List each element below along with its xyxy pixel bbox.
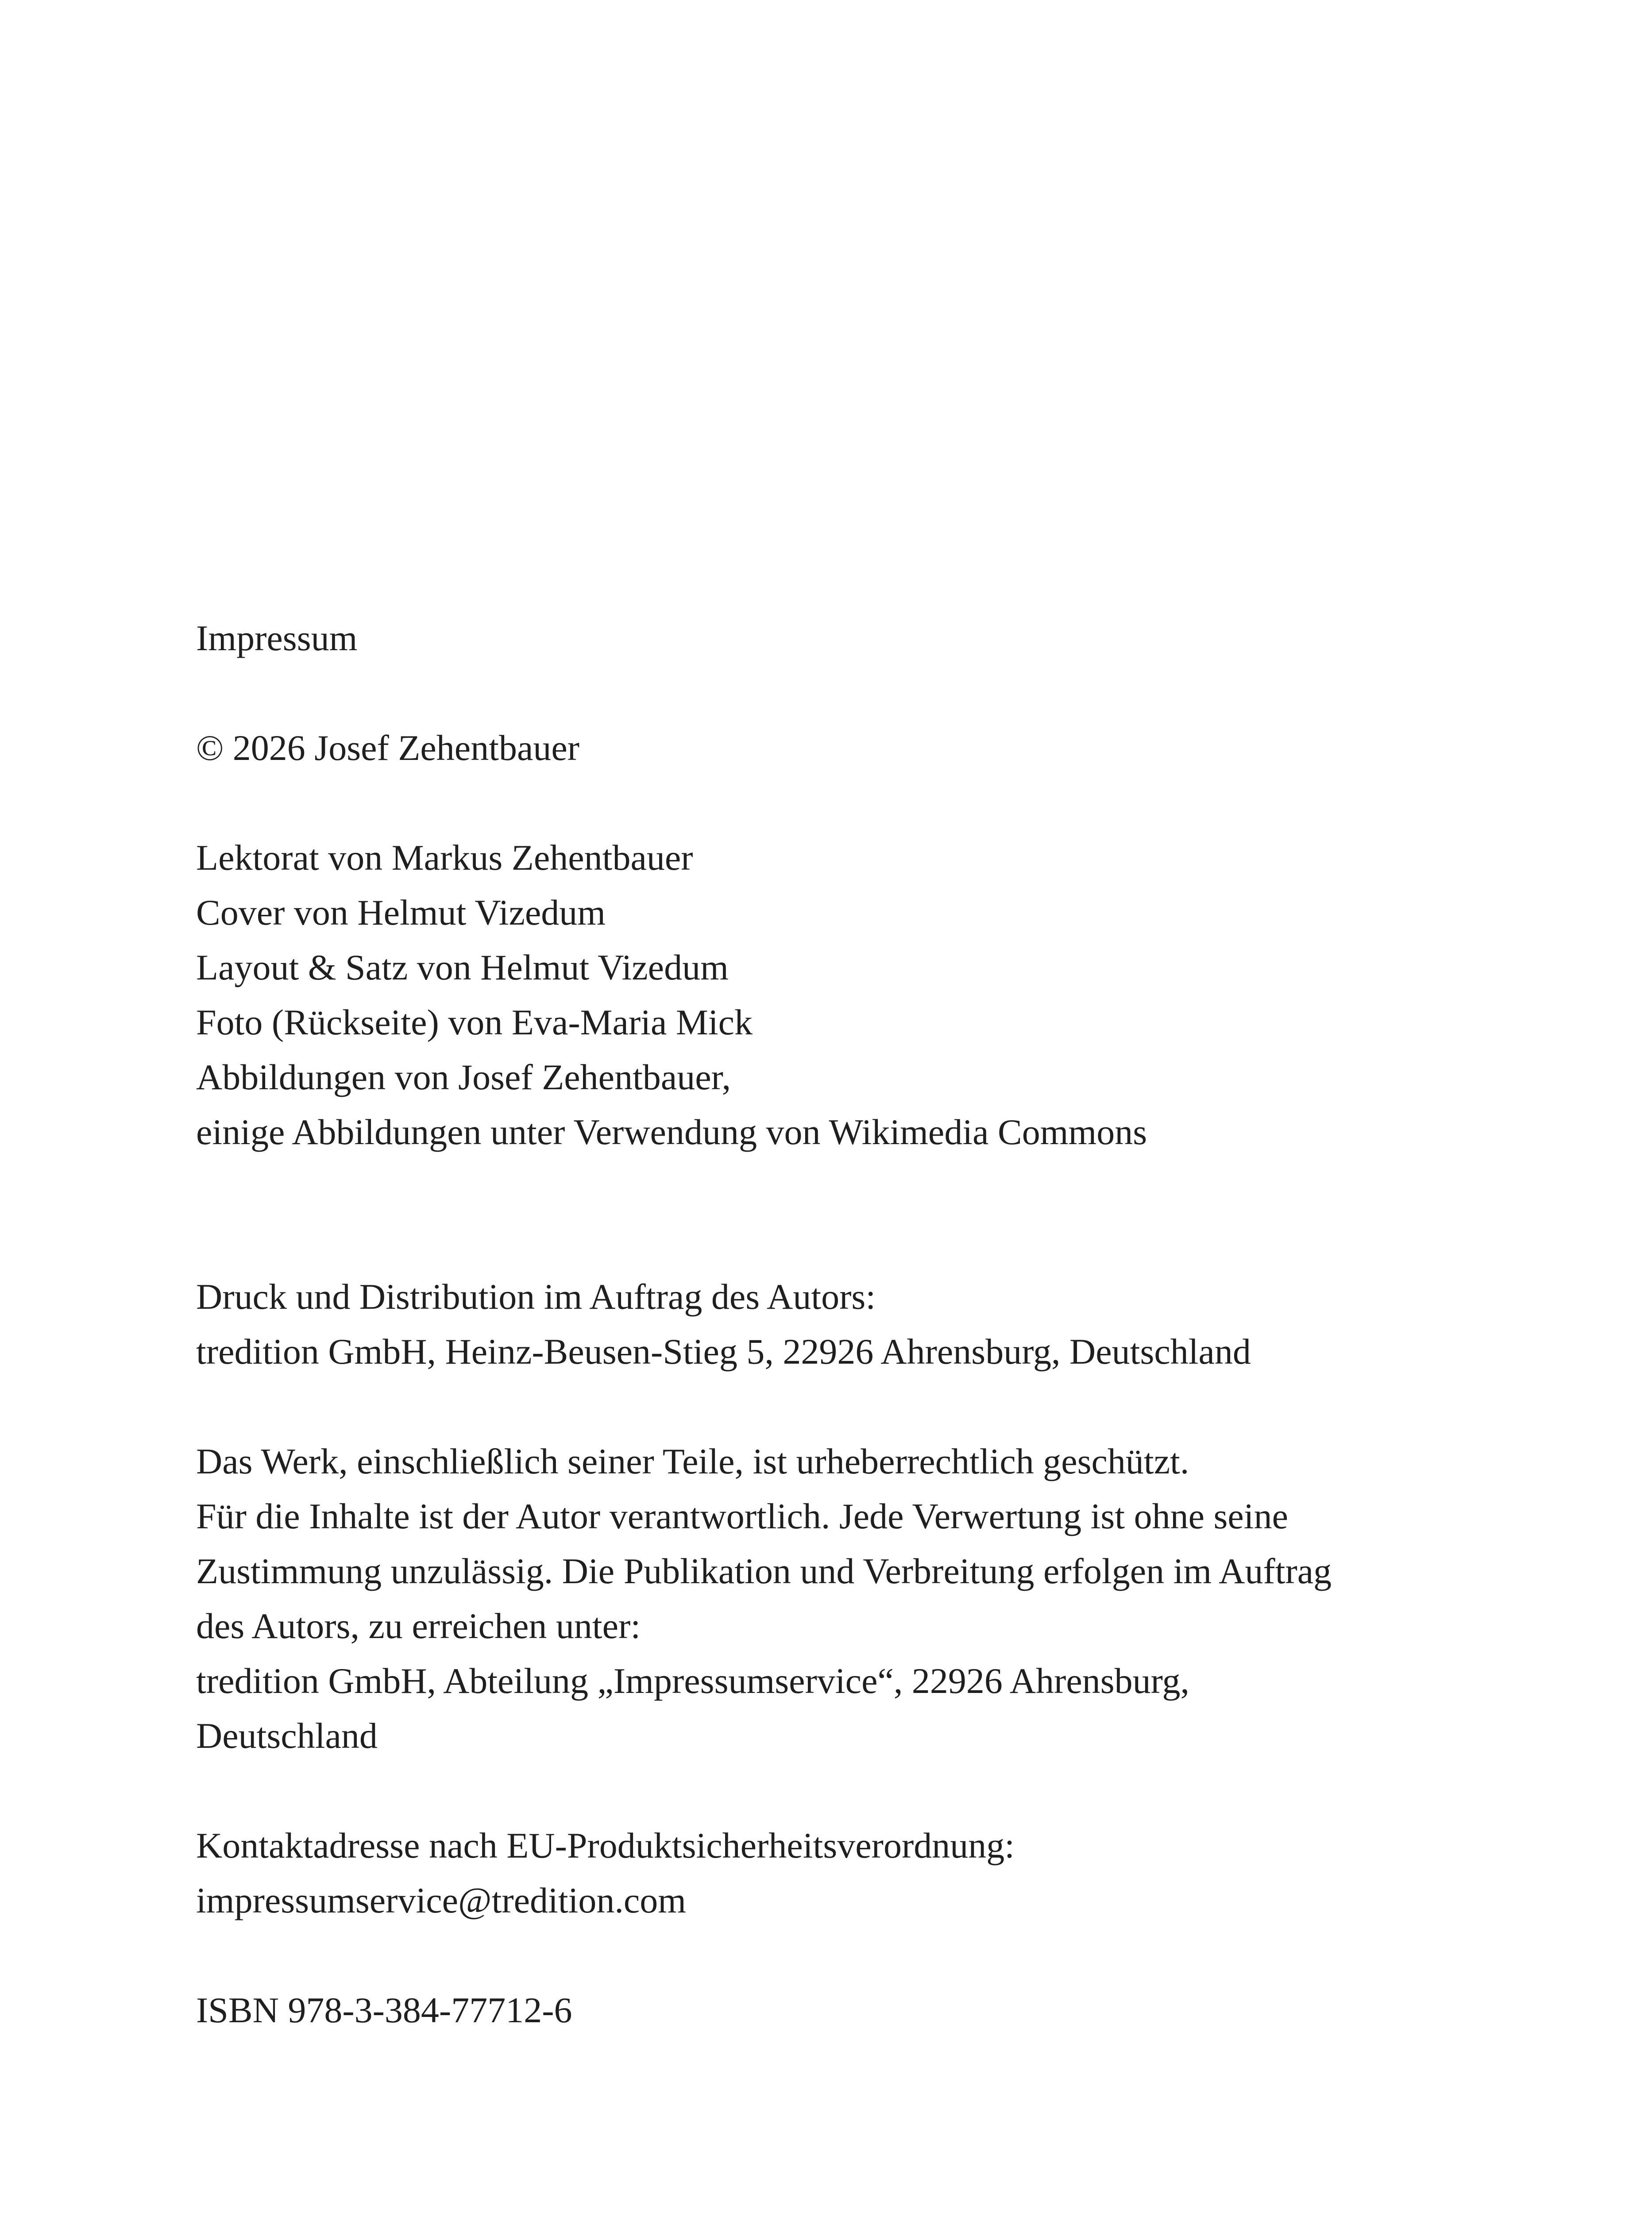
contact-email: impressumservice@tredition.com: [196, 1880, 687, 1920]
imprint-content: [196, 611, 1590, 2038]
spacer: [196, 666, 1590, 721]
credit-line: Foto (Rückseite) von Eva-Maria Mick: [196, 1002, 753, 1042]
rights-block: [196, 1434, 1590, 1763]
credit-line: einige Abbildungen unter Verwendung von Wikimedia Commons: [196, 1112, 1147, 1152]
rights-line: Das Werk, einschließlich seiner Teile, ist urheberrechtlich geschützt.: [196, 1441, 1189, 1481]
printing-block: [196, 1269, 1590, 1379]
rights-line: Deutschland: [196, 1716, 378, 1756]
credit-line: Cover von Helmut Vizedum: [196, 892, 606, 933]
rights-line: Für die Inhalte ist der Autor verantwortlich. Jede Verwertung ist ohne seine: [196, 1496, 1288, 1536]
printing-line: tredition GmbH, Heinz-Beusen-Stieg 5, 22926 Ahrensburg, Deutschland: [196, 1331, 1251, 1372]
spacer: [196, 1160, 1590, 1269]
credits-block: [196, 830, 1590, 1160]
rights-line: tredition GmbH, Abteilung „Impressumservice“, 22926 Ahrensburg,: [196, 1661, 1189, 1701]
contact-label: Kontaktadresse nach EU-Produktsicherheitsverordnung:: [196, 1825, 1015, 1866]
contact-block: [196, 1818, 1590, 1928]
printing-line: Druck und Distribution im Auftrag des Autors:: [196, 1276, 876, 1317]
credit-line: Abbildungen von Josef Zehentbauer,: [196, 1057, 731, 1097]
credit-line: Layout & Satz von Helmut Vizedum: [196, 947, 729, 987]
copyright-line: © 2026 Josef Zehentbauer: [196, 728, 580, 768]
spacer: [196, 1379, 1590, 1434]
rights-line: des Autors, zu erreichen unter:: [196, 1606, 641, 1646]
spacer: [196, 1763, 1590, 1818]
spacer: [196, 775, 1590, 830]
isbn-line: ISBN 978-3-384-77712-6: [196, 1990, 572, 2030]
rights-line: Zustimmung unzulässig. Die Publikation und Verbreitung erfolgen im Auftrag: [196, 1551, 1332, 1591]
credit-line: Lektorat von Markus Zehentbauer: [196, 837, 693, 878]
imprint-heading: Impressum: [196, 618, 358, 658]
spacer: [196, 1928, 1590, 1983]
